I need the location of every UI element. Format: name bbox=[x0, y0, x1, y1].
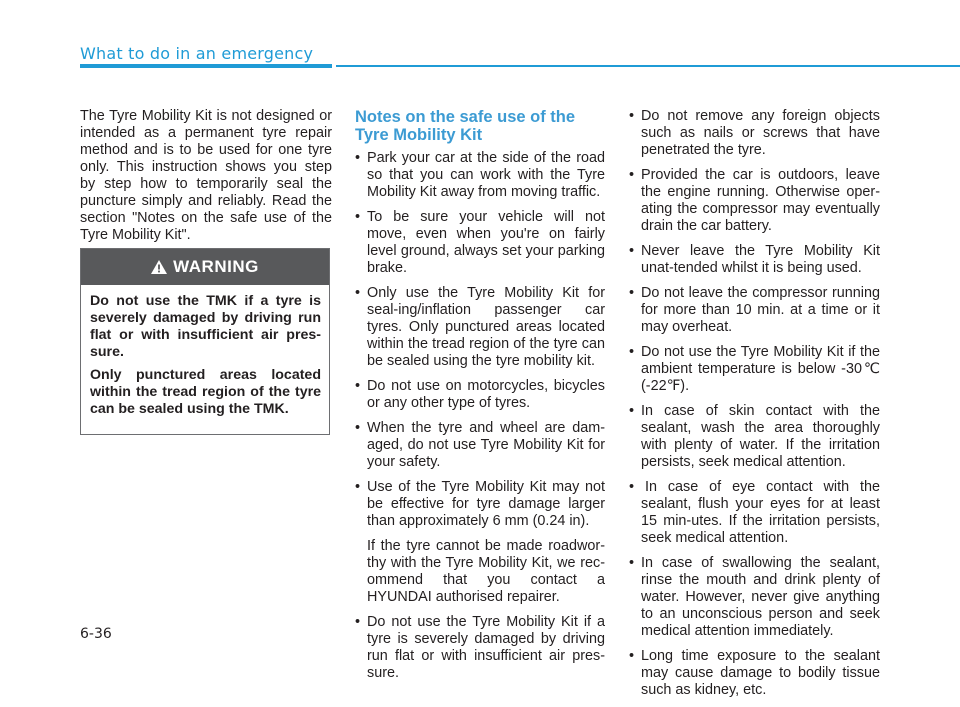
list-item: • Do not use on motorcycles, bicycles or any other type of tyres. bbox=[355, 378, 605, 412]
warning-label: WARNING bbox=[173, 257, 259, 276]
list-item: • Do not remove any foreign objects such as nails or screws that have penetrated the tyre. bbox=[629, 108, 880, 159]
list-item: • When the tyre and wheel are dam-aged, do not use Tyre Mobility Kit for your safety. bbox=[355, 420, 605, 471]
warning-box bbox=[80, 248, 330, 435]
warning-paragraph: Only punctured areas located within the tread region of the tyre can be sealed using the TMK. bbox=[90, 367, 321, 417]
list-item-subparagraph: If the tyre cannot be made roadwor-thy with the Tyre Mobility Kit, we rec-ommend that you contact a HYUNDAI authorised repairer. bbox=[367, 538, 605, 605]
list-item: • Park your car at the side of the road so that you can work with the Tyre Mobility Kit away from moving traffic. bbox=[355, 150, 605, 201]
notes-list bbox=[355, 150, 605, 682]
list-item: • Never leave the Tyre Mobility Kit unat-tended whilst it is being used. bbox=[629, 243, 880, 277]
page-number: 6-36 bbox=[80, 626, 112, 642]
right-column bbox=[629, 108, 880, 707]
list-item: • Do not use the Tyre Mobility Kit if the ambient temperature is below -30℃ (-22℉). bbox=[629, 344, 880, 395]
section-header-title: What to do in an emergency bbox=[80, 44, 314, 63]
safety-list bbox=[629, 108, 880, 699]
list-item: • To be sure your vehicle will not move, even when you're on fairly level ground, always set your parking brake. bbox=[355, 209, 605, 277]
list-item-text: Use of the Tyre Mobility Kit may not be effective for tyre damage larger than approximately 6 mm (0.24 in). bbox=[367, 479, 605, 529]
list-item: • Long time exposure to the sealant may cause damage to bodily tissue such as kidney, etc. bbox=[629, 648, 880, 699]
list-item: • Provided the car is outdoors, leave the engine running. Otherwise oper-ating the compressor may eventually drain the car battery. bbox=[629, 167, 880, 235]
list-item bbox=[355, 479, 605, 606]
header-rule-thick bbox=[80, 64, 332, 68]
warning-paragraph: Do not use the TMK if a tyre is severely damaged by driving run flat or with insufficient air pres-sure. bbox=[90, 293, 321, 360]
warning-body bbox=[81, 285, 329, 418]
intro-paragraph: The Tyre Mobility Kit is not designed or intended as a permanent tyre repair method and is to be used for one tyre only. This instruction shows you step by step how to temporarily seal the puncture simply and reliably. Read the section "Notes on the safe use of the Tyre Mobility Kit". bbox=[80, 108, 332, 243]
list-item: • In case of eye contact with the sealant, flush your eyes for at least 15 min-utes. If the irritation persists, seek medical attention. bbox=[629, 479, 880, 546]
warning-header bbox=[81, 249, 329, 285]
left-column bbox=[80, 108, 332, 244]
list-item: • In case of swallowing the sealant, rinse the mouth and drink plenty of water. However, never give anything to an unconscious person and seek medical attention immediately. bbox=[629, 555, 880, 640]
header-rule-thin bbox=[336, 65, 960, 67]
list-item: • Only use the Tyre Mobility Kit for seal-ing/inflation passenger car tyres. Only punctured areas located within the tread region of the tyre can be sealed using the tyre mobility kit. bbox=[355, 285, 605, 370]
list-item: • Do not leave the compressor running for more than 10 min. at a time or it may overheat. bbox=[629, 285, 880, 336]
warning-triangle-icon bbox=[151, 260, 167, 274]
middle-column bbox=[355, 108, 605, 690]
list-item: • In case of skin contact with the sealant, wash the area thoroughly with plenty of water. If the irritation persists, seek medical attention. bbox=[629, 403, 880, 471]
list-item: • Do not use the Tyre Mobility Kit if a tyre is severely damaged by driving run flat or with insufficient air pres-sure. bbox=[355, 614, 605, 682]
notes-section-title: Notes on the safe use of the Tyre Mobility Kit bbox=[355, 108, 576, 144]
